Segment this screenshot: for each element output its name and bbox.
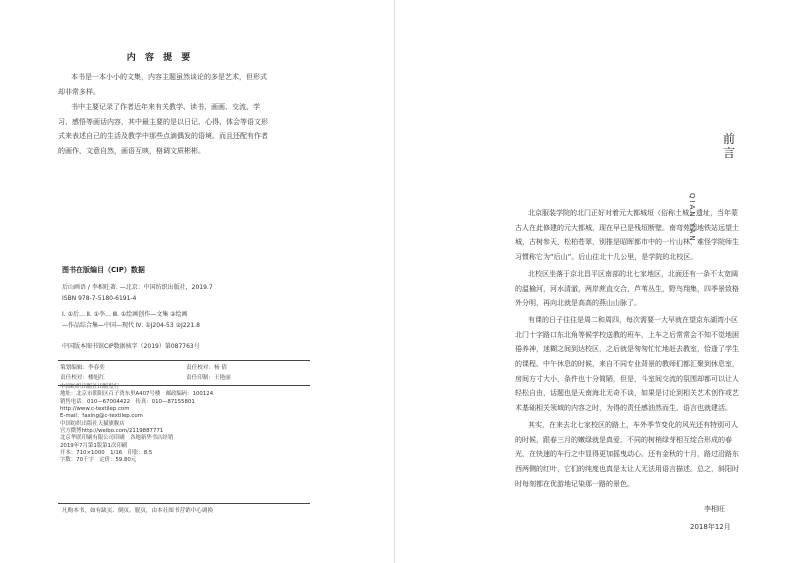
divider (58, 503, 310, 504)
staff-credit: 责任校对：楼旭红 (60, 375, 105, 381)
publisher-line: 销售电话：010—67004422 传真：010—87155801 (60, 398, 195, 405)
summary-paragraph: 本书是一本小小的文集，内容主题虽然谈论的多是艺术，但形式却非常多样。 (58, 73, 267, 96)
publisher-line: 2019年7月第1版第1次印刷 (60, 442, 128, 449)
preface-pinyin: QIAN YAN (688, 193, 696, 243)
replacement-notice: 凡购本书，如有缺页、倒页、脱页，由本社图书营销中心调换 (62, 508, 214, 514)
preface-paragraph: 北校区坐落于京北昌平区南部的北七家地区，北面还有一条不太宽阔的温榆河，河水清澈，两岸蔗直交合，芦苇丛生，野鸟翔集，四季景致格外分明，再向北就是高高的燕山山脉了。 (515, 269, 739, 308)
cip-line: ISBN 978-7-5180-6191-4 (62, 295, 137, 302)
cip-line: —作品综合集—中国—现代 Ⅳ. ①J204-53 ②J221.8 (62, 322, 200, 329)
cip-record-number: 中国版本图书馆CIP数据核字（2019）第087763号 (62, 343, 200, 350)
staff-credit: 责任印制：王艳丽 (186, 375, 231, 381)
publisher-line: http://www.c-textilep.com (60, 406, 130, 413)
staff-credits (58, 360, 310, 386)
preface-paragraph: 其实，在来去北七家校区的路上，车外季节变化的风光还有特别可人的时候，跟春三月的嫩绿就是真爱，不同的树梢绿芽相互绽合形成的春光，在快速的车行之中显得更加摇曳动心。还有金秋的十月，路过沿路东西两侧的红叶，它们的纯度也真是太让人无法用语言描述。总之，斜阳时时每刻都在优游地记染那一路的景色。 (515, 420, 739, 488)
staff-row (58, 363, 310, 373)
publisher-line: 北京华联印刷有限公司印刷 各地新华书店经销 (60, 435, 174, 442)
summary-paragraph: 书中主要记录了作者近年来有关教学、读书、画画、交流、学习、感悟等画话内容，其中最主要的是以日记、心得、体会等语文形式来表述自己的生活及教学中那些点滴偶发的语境。而且还配有作者的画作，文意自然，画语互映，格调文质彬彬。 (58, 103, 268, 155)
publisher-line: 字数：70千字 定价：59.80元 (60, 457, 137, 464)
publisher-info (60, 384, 310, 465)
publisher-line: 官方微博http://weibo.com/2119887771 (60, 428, 164, 435)
publisher-line: 中国纺织出版社出版发行 (60, 384, 120, 390)
cip-block (62, 282, 292, 331)
preface-title: 前言 (722, 132, 735, 160)
summary-body (58, 70, 271, 159)
preface-paragraph: 北京服装学院的北门正好对着元大都城垣（俗称土城）遗址，当年蒙古人在此修建的元大都城，现在早已是残垣断壁。南弯苑园地铁站远望土城，古树参天，松柏苍翠，别推是昭晖都市中的一片山林，难怪学院师生习惯称它为“后山”。后山往北十几公里，是学院的北校区。 (515, 209, 739, 262)
preface-paragraph: 有课的日子往往是周二和周四，每次需要一大早就在望京东湖湾小区北门十字路口东北角等候学校送教的班车，上车之后常常会不知不觉地困倦养神，迷糊之间到达校区，之后就是匆匆忙忙地赶去教室，恰逢了学生的课程。中午休息的时候，来自不同专业背景的教师们都汇聚到休息室，房间方寸大小，条件也十分简陋，但是，斗室间交流的氛围却都可以让人轻松自由，话题也是天南海北无奇不谈，如果是讨论到相关艺术创作或艺术基础相关领域的内容之时，为得的责任感油然而生，语言也就建活。 (515, 315, 739, 413)
cip-line: 后山画语 / 李相旺著. —北京：中国纺织出版社，2019.7 (62, 284, 213, 291)
publisher-line: 地址：北京市朝阳区百子湾东里A407号楼 邮政编码：100124 (60, 391, 214, 398)
publisher-line: 开本：710×1000 1/16 印张：8.5 (60, 450, 153, 457)
signature-name: 李相旺 (704, 505, 725, 513)
staff-row (58, 373, 310, 383)
preface-body (515, 206, 743, 493)
summary-title: 内 容 提 要 (126, 53, 194, 63)
publisher-line: 中国纺织出版社天猫旗舰店 (60, 420, 125, 427)
signature-date: 2018年12月 (690, 523, 731, 531)
staff-credit: 策划编辑：李春奕 (60, 365, 105, 371)
cip-heading: 图书在版编目（CIP）数据 (62, 266, 145, 274)
publisher-line: E-mail：faxing@c-textilep.com (60, 413, 143, 420)
cip-line: Ⅰ. ①后… Ⅱ. ①李… Ⅲ. ①绘画创作—文集 ②绘画 (62, 311, 188, 318)
staff-credit: 责任校对：杨 倩 (186, 365, 227, 371)
